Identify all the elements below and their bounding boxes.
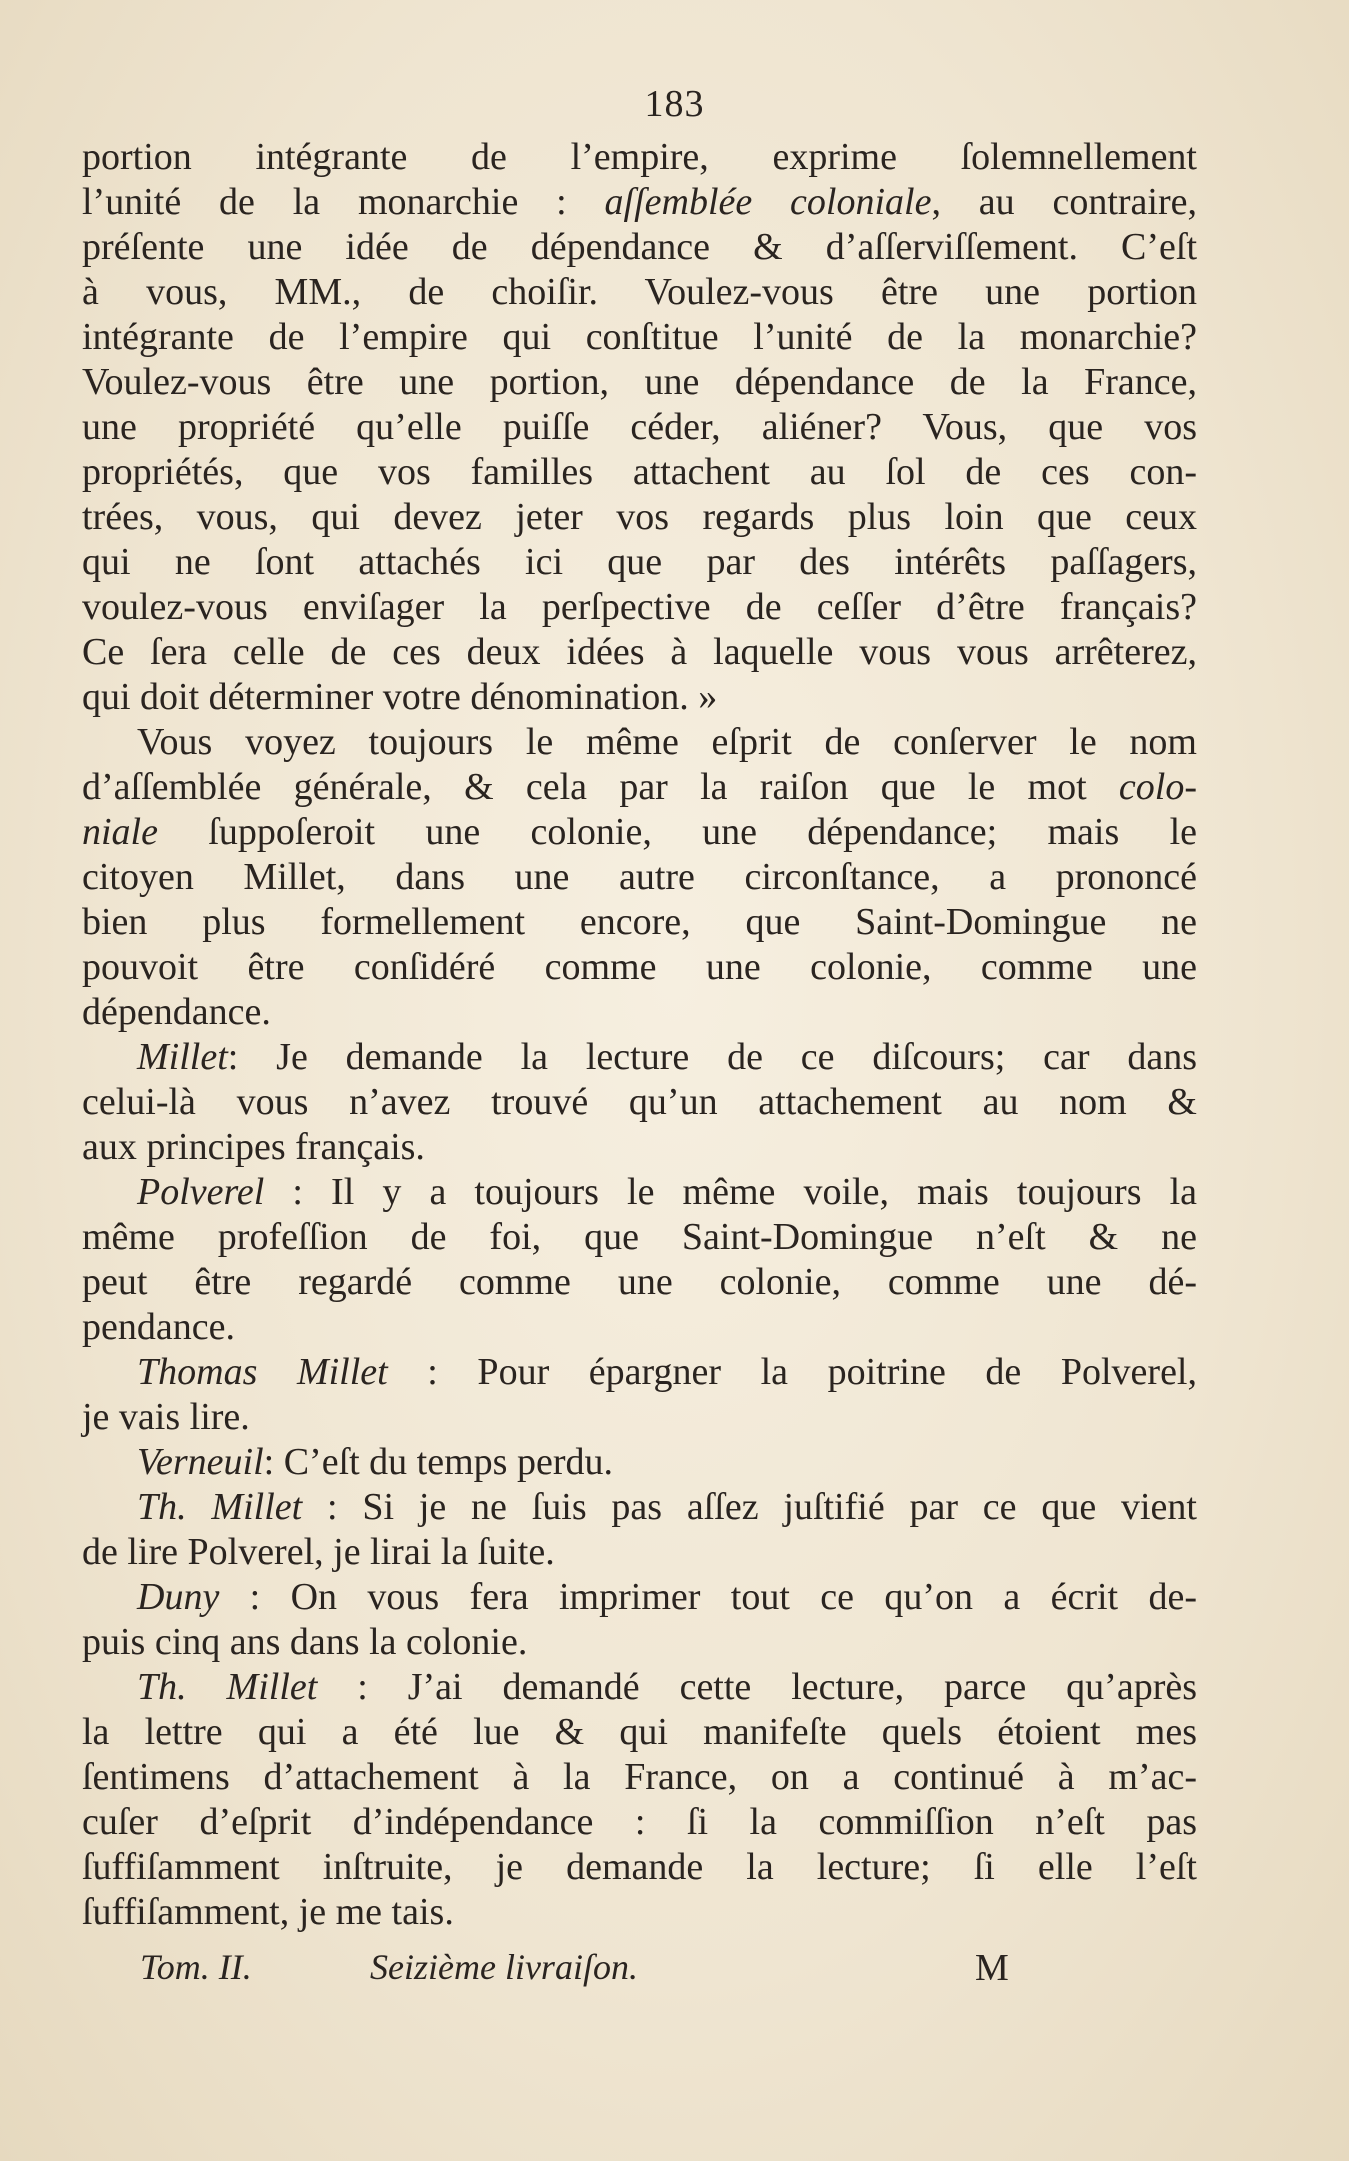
text-segment: la lettre qui a été lue & qui manifeſte quels étoient mes [82, 1711, 1197, 1753]
text-segment: : J’ai demandé cette lecture, parce qu’après [317, 1666, 1197, 1708]
text-segment: même profeſſion de foi, que Saint-Domingue n’eſt & ne [82, 1216, 1197, 1258]
speaker-name: Millet [137, 1036, 228, 1078]
text-segment: l’unité de la monarchie : [82, 181, 605, 223]
text-segment: Voulez-vous être une portion, une dépendance de la France, [82, 361, 1197, 403]
speaker-name: aſſemblée coloniale [604, 181, 932, 223]
text-line [82, 135, 1197, 180]
text-line [82, 675, 1197, 720]
text-segment: une propriété qu’elle puiſſe céder, aliéner? Vous, que vos [82, 406, 1197, 448]
text-line [82, 720, 1197, 765]
speaker-name: Verneuil [137, 1441, 264, 1483]
text-segment: pouvoit être conſidéré comme une colonie, comme une [82, 946, 1197, 988]
text-line [82, 315, 1197, 360]
text-line [82, 180, 1197, 225]
text-line [82, 1305, 1197, 1350]
text-line [82, 1260, 1197, 1305]
text-segment: ſuffiſamment, je me tais. [82, 1891, 454, 1933]
text-segment: préſente une idée de dépendance & d’aſſerviſſement. C’eſt [82, 226, 1197, 268]
text-line [82, 1620, 1197, 1665]
text-line [82, 630, 1197, 675]
text-line [82, 810, 1197, 855]
text-segment: celui-là vous n’avez trouvé qu’un attachement au nom & [82, 1081, 1197, 1123]
text-segment: de lire Polverel, je lirai la ſuite. [82, 1531, 555, 1573]
text-line [82, 585, 1197, 630]
text-segment: puis cinq ans dans la colonie. [82, 1621, 528, 1663]
text-line [82, 855, 1197, 900]
text-segment: ſentimens d’attachement à la France, on a continué à m’ac- [82, 1756, 1197, 1798]
livraison-label: Seizième livraiſon. [370, 1947, 638, 1987]
text-segment: peut être regardé comme une colonie, comme une dé- [82, 1261, 1197, 1303]
text-segment: citoyen Millet, dans une autre circonſtance, a prononcé [82, 856, 1197, 898]
text-line [82, 360, 1197, 405]
text-segment: à vous, MM., de choiſir. Voulez-vous être une portion [82, 271, 1197, 313]
text-line [82, 1800, 1197, 1845]
text-segment: : Si je ne ſuis pas aſſez juſtifié par ce que vient [302, 1486, 1197, 1528]
text-line [82, 495, 1197, 540]
text-segment: Ce ſera celle de ces deux idées à laquelle vous vous arrêterez, [82, 631, 1197, 673]
text-line [82, 1035, 1197, 1080]
text-line [82, 1440, 1197, 1485]
signature-mark: M [975, 1947, 1009, 1989]
text-segment: : Pour épargner la poitrine de Polverel, [387, 1351, 1197, 1393]
text-segment: pendance. [82, 1306, 235, 1348]
text-segment: : On vous fera imprimer tout ce qu’on a écrit de- [219, 1576, 1197, 1618]
text-segment: : Il y a toujours le même voile, mais toujours la [264, 1171, 1197, 1213]
text-line [82, 1890, 1197, 1935]
text-line [82, 450, 1197, 495]
text-line [82, 1215, 1197, 1260]
text-segment: propriétés, que vos familles attachent au ſol de ces con- [82, 451, 1197, 493]
speaker-name: colo- [1118, 766, 1197, 808]
speaker-name: Duny [137, 1576, 220, 1618]
text-line [82, 1575, 1197, 1620]
text-segment: , au contraire, [931, 181, 1197, 223]
speaker-name: Th. Millet [137, 1666, 318, 1708]
text-segment: intégrante de l’empire qui conſtitue l’unité de la monarchie? [82, 316, 1197, 358]
text-line [82, 1665, 1197, 1710]
text-line [82, 405, 1197, 450]
text-line [82, 945, 1197, 990]
text-line [82, 1080, 1197, 1125]
volume-label: Tom. II. [140, 1947, 252, 1987]
text-segment: cuſer d’eſprit d’indépendance : ſi la commiſſion n’eſt pas [82, 1801, 1197, 1843]
text-segment: je vais lire. [82, 1396, 250, 1438]
text-line [82, 1170, 1197, 1215]
text-segment: trées, vous, qui devez jeter vos regards plus loin que ceux [82, 496, 1197, 538]
text-segment: : C’eſt du temps perdu. [263, 1441, 613, 1483]
text-segment: ſuffiſamment inſtruite, je demande la lecture; ſi elle l’eſt [82, 1846, 1197, 1888]
body-text [82, 135, 1197, 1935]
text-line [82, 225, 1197, 270]
speaker-name: niale [82, 811, 158, 853]
speaker-name: Thomas Millet [137, 1351, 388, 1393]
text-line [82, 1710, 1197, 1755]
text-segment: qui ne ſont attachés ici que par des intérêts paſſagers, [82, 541, 1197, 583]
text-line [82, 1125, 1197, 1170]
text-line [82, 1395, 1197, 1440]
text-line [82, 540, 1197, 585]
page-number: 183 [644, 83, 705, 125]
text-segment: Vous voyez toujours le même eſprit de conſerver le nom [137, 721, 1197, 763]
text-line [82, 1350, 1197, 1395]
text-segment: : Je demande la lecture de ce diſcours; car dans [227, 1036, 1197, 1078]
text-line [82, 1530, 1197, 1575]
text-line [82, 270, 1197, 315]
text-line [82, 900, 1197, 945]
text-segment: portion intégrante de l’empire, exprime ſolemnellement [82, 136, 1197, 178]
text-line [82, 1845, 1197, 1890]
text-segment: d’aſſemblée générale, & cela par la raiſon que le mot [82, 766, 1119, 808]
text-segment: voulez-vous enviſager la perſpective de ceſſer d’être français? [82, 586, 1197, 628]
text-segment: ſuppoſeroit une colonie, une dépendance; mais le [157, 811, 1197, 853]
text-line [82, 765, 1197, 810]
text-segment: aux principes français. [82, 1126, 425, 1168]
text-segment: qui doit déterminer votre dénomination. » [82, 676, 718, 718]
text-segment: dépendance. [82, 991, 271, 1033]
page-footer [140, 1946, 1030, 1996]
speaker-name: Polverel [137, 1171, 265, 1213]
text-segment: bien plus formellement encore, que Saint-Domingue ne [82, 901, 1197, 943]
text-line [82, 1485, 1197, 1530]
text-line [82, 1755, 1197, 1800]
speaker-name: Th. Millet [137, 1486, 303, 1528]
text-line [82, 990, 1197, 1035]
